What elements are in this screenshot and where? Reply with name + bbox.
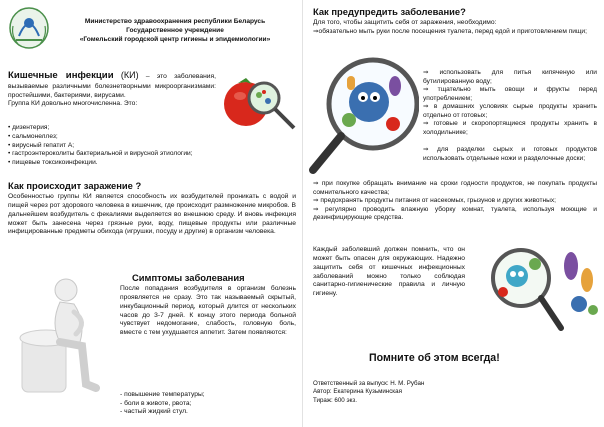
list-item: • гастроэнтероколиты бактериальной и вирусной этиологии;	[8, 150, 298, 159]
list-item: ⇒ тщательно мыть овощи и фрукты перед употреблением;	[423, 86, 597, 102]
symptoms-list	[120, 391, 205, 417]
intro-title: Кишечные инфекции	[8, 70, 114, 81]
list-item: • вирусный гепатит А;	[8, 142, 298, 151]
prevention-first-rule: ⇒обязательно мыть руки после посещения туалета, перед едой и приготовлением пищи;	[313, 28, 587, 35]
list-item: ⇒ регулярно проводить влажную уборку комнат, туалета, используя моющие и дезинфицирующие средства.	[313, 205, 597, 222]
person-on-toilet-illustration	[16, 276, 110, 404]
prevention-title: Как предупредить заболевание?	[313, 6, 466, 17]
emblem-logo	[8, 6, 50, 52]
tomato-magnifier-illustration	[218, 74, 298, 132]
center-name-line: «Гомельский городской центр гигиены и эпидемиологии»	[79, 35, 271, 43]
header-text	[56, 6, 294, 45]
list-item: • пищевые токсикоинфекции.	[8, 159, 298, 168]
intro-paragraph	[8, 70, 216, 100]
list-item: ⇒ при покупке обращать внимание на сроки годности продуктов, не покупать продукты сомнительного качества;	[313, 180, 597, 196]
list-item: - боли в животе, рвота;	[120, 399, 192, 407]
remember-slogan: Помните об этом всегда!	[369, 352, 500, 364]
credits-responsible: Ответственный за выпуск: Н. М. Рубан	[313, 380, 425, 387]
list-item: ⇒ предохранять продукты питания от насекомых, грызунов и других животных;	[313, 197, 556, 205]
list-item: • дизентерия;	[8, 124, 298, 133]
list-item: - повышение температуры;	[120, 391, 205, 398]
intro-section	[8, 70, 216, 109]
germs-magnifier-illustration	[307, 52, 419, 176]
credits	[313, 380, 424, 405]
colorful-germs-illustration	[469, 240, 601, 340]
list-item: - частый жидкий стул.	[120, 408, 188, 416]
intro-abbr: (КИ)	[120, 70, 139, 80]
list-item: ⇒ в домашних условиях сырые продукты хранить отдельно от готовых;	[423, 103, 597, 119]
infection-title: Как происходит заражение ?	[8, 180, 142, 191]
list-item: • сальмонеллез;	[8, 133, 298, 142]
symptoms-text: После попадания возбудителя в организм болезнь проявляется не сразу. Это так называемый скрытый, инкубационный период, который длится от нескольких часов до 3-7 дней. К концу этого периода больной чувствует недомогание, слабость, головную боль, вместе с тем ухудшается аппетит. Затем появляются:	[120, 285, 296, 337]
institution-line: Государственное учреждение	[126, 26, 224, 34]
header	[8, 6, 294, 68]
carrier-text: Каждый заболевший должен помнить, что он может быть опасен для окружающих. Надежно защитить себя от кишечных инфекционных заболеваний можно только соблюдая санитарно-гигиенические правила и личную гигиену.	[313, 246, 465, 298]
prevention-lead: Для того, чтобы защитить себя от заражения, необходимо:	[313, 19, 497, 26]
right-panel	[302, 0, 604, 427]
infection-text: Особенностью группы КИ является способность их возбудителей проникать с водой и пищей через рот здорового человека в кишечник, где происходит размножение микробов. В дальнейшем возбудитель с фекалиями выделяется во внешнюю среду. И вновь инфекция может быть занесена через грязные руки, воду, пищевые продукты или различные инфицированные предметы обихода (игрушки, посуду и другие) в организм человека.	[8, 193, 296, 236]
credits-copies: Тираж: 600 экз.	[313, 396, 357, 404]
symptoms-title: Симптомы заболевания	[132, 272, 245, 283]
prevention-narrow-list	[423, 69, 597, 138]
intro-group-text: Группа КИ довольно многочисленна. Это:	[8, 100, 138, 108]
prevention-wide-list	[313, 180, 597, 223]
intro-definition: – это заболевания, вызываемые различными болезнетворными микроорганизмами: простейшими, бактериями, вирусами.	[8, 73, 216, 99]
ministry-line: Министерство здравоохранения республики Беларусь	[84, 18, 266, 25]
list-item: ⇒ готовые и скоропортящиеся продукты хранить в холодильнике;	[423, 120, 597, 136]
list-item: ⇒ для разделки сырых и готовых продуктов использовать отдельные ножи и разделочные доски;	[423, 146, 597, 162]
credits-author: Автор: Екатерина Кузьминская	[313, 388, 402, 396]
list-item: ⇒ использовать для питья кипяченую или бутилированную воду;	[423, 69, 597, 85]
